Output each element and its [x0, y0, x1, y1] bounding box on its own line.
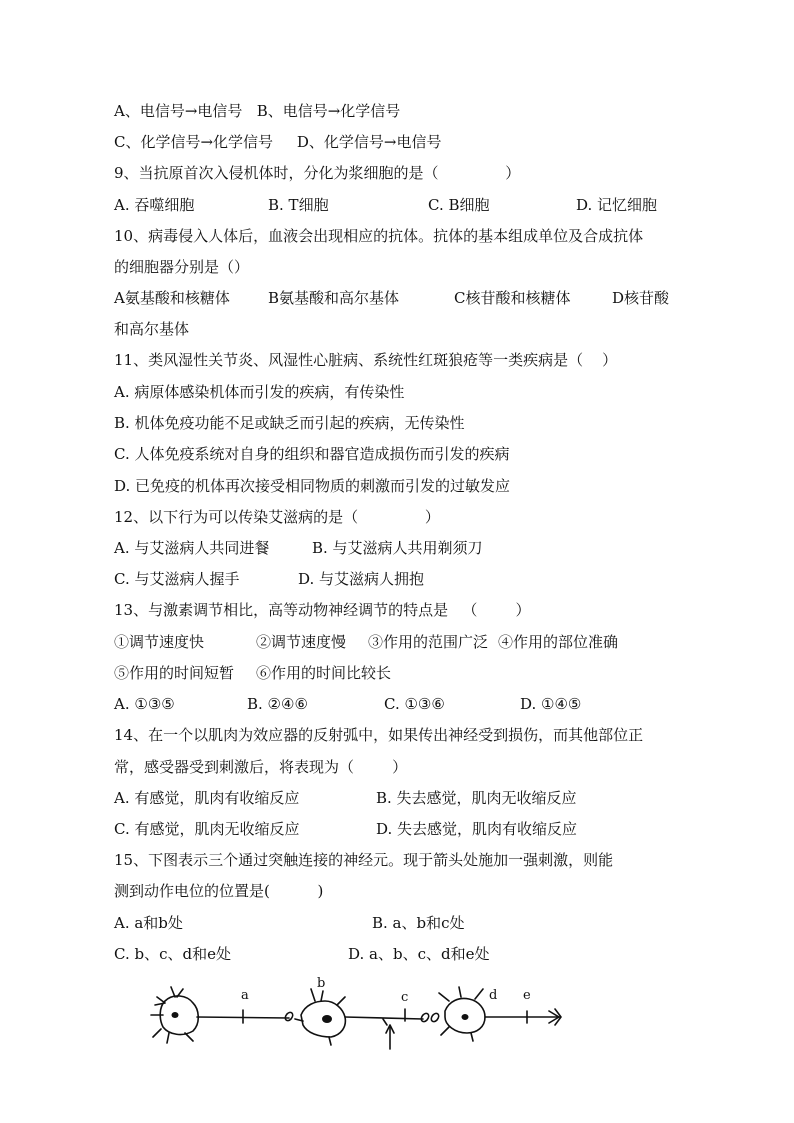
- q13-feature-1: ①调节速度快: [114, 633, 205, 651]
- q9-option-a: A. 吞噬细胞: [114, 196, 195, 214]
- q10-option-a: A氨基酸和核糖体: [114, 289, 230, 307]
- label-b: b: [317, 976, 326, 991]
- label-e: e: [523, 988, 531, 1003]
- q11-option-b: B. 机体免疫功能不足或缺乏而引起的疾病，无传染性: [114, 414, 465, 432]
- q10-stem-line1: 10、病毒侵入人体后，血液会出现相应的抗体。抗体的基本组成单位及合成抗体: [114, 227, 644, 245]
- synapse-2: [421, 1013, 438, 1021]
- q12-stem: 12、以下行为可以传染艾滋病的是（ ）: [114, 508, 440, 526]
- q9-option-c: C. B细胞: [428, 196, 490, 214]
- q13-option-c: C. ①③⑥: [384, 695, 445, 713]
- q8-options-line1: A、电信号→电信号 B、电信号→化学信号: [114, 102, 401, 120]
- q9-option-b: B. T细胞: [268, 196, 329, 214]
- q13-stem: 13、与激素调节相比，高等动物神经调节的特点是 （ ）: [114, 601, 531, 619]
- q13-feature-3: ③作用的范围广泛: [368, 633, 489, 651]
- q15-options-row2: [114, 944, 490, 1004]
- q13-option-d: D. ①④⑤: [520, 695, 582, 713]
- label-c: c: [401, 990, 409, 1005]
- q11-stem: 11、类风湿性关节炎、风湿性心脏病、系统性红斑狼疮等一类疾病是（ ）: [114, 351, 618, 369]
- synapse-1: [285, 1012, 292, 1020]
- q14-option-c: C. 有感觉，肌肉无收缩反应: [114, 820, 300, 838]
- q15-option-a: A. a和b处: [114, 914, 183, 932]
- q13-feature-4: ④作用的部位准确: [498, 633, 619, 651]
- q10-option-c: C核苷酸和核糖体: [454, 289, 571, 307]
- q13-option-b: B. ②④⑥: [247, 695, 308, 713]
- q13-option-a: A. ①③⑤: [114, 695, 175, 713]
- q10-option-b: B氨基酸和高尔基体: [268, 289, 400, 307]
- q14-option-d: D. 失去感觉，肌肉有收缩反应: [376, 820, 578, 838]
- label-a: a: [241, 988, 249, 1003]
- nucleus-1: [172, 1012, 179, 1018]
- nucleus-2: [322, 1015, 332, 1023]
- q11-option-c: C. 人体免疫系统对自身的组织和器官造成损伤而引发的疾病: [114, 445, 510, 463]
- nucleus-3: [462, 1014, 469, 1020]
- q9-stem: 9、当抗原首次入侵机体时，分化为浆细胞的是（ ）: [114, 164, 521, 182]
- q14-stem-line1: 14、在一个以肌肉为效应器的反射弧中，如果传出神经受到损伤，而其他部位正: [114, 726, 644, 744]
- q13-feature-2: ②调节速度慢: [256, 633, 347, 651]
- q14-option-a: A. 有感觉，肌肉有收缩反应: [114, 789, 300, 807]
- q15-option-c: C. b、c、d和e处: [114, 945, 231, 963]
- q10-stem-line2: 的细胞器分别是（）: [114, 258, 250, 276]
- q14-stem-line2: 常，感受器受到刺激后，将表现为（ ）: [114, 758, 408, 776]
- q13-feature-6: ⑥作用的时间比较长: [256, 664, 392, 682]
- q12-option-d: D. 与艾滋病人拥抱: [298, 570, 425, 588]
- q13-feature-5: ⑤作用的时间短暂: [114, 664, 235, 682]
- neuron-diagram: [135, 975, 575, 1055]
- q9-option-d: D. 记忆细胞: [576, 196, 658, 214]
- q15-option-d: D. a、b、c、d和e处: [348, 945, 490, 963]
- q12-option-b: B. 与艾滋病人共用剃须刀: [312, 539, 483, 557]
- q8-options-line2: C、化学信号→化学信号 D、化学信号→电信号: [114, 133, 442, 151]
- q11-option-d: D. 已免疫的机体再次接受相同物质的刺激而引发的过敏发应: [114, 477, 511, 495]
- neuron-3: [439, 987, 561, 1041]
- q15-stem-line1: 15、下图表示三个通过突触连接的神经元。现于箭头处施加一强刺激，则能: [114, 851, 614, 869]
- q11-option-a: A. 病原体感染机体而引发的疾病，有传染性: [114, 383, 405, 401]
- q10-option-d: D核苷酸: [612, 289, 670, 307]
- q15-stem-line2: 测到动作电位的位置是( ): [114, 882, 324, 900]
- q14-option-b: B. 失去感觉，肌肉无收缩反应: [376, 789, 577, 807]
- q12-option-c: C. 与艾滋病人握手: [114, 570, 240, 588]
- q15-option-b: B. a、b和c处: [372, 914, 465, 932]
- label-d: d: [489, 988, 498, 1003]
- q10-option-d-continued: 和高尔基体: [114, 320, 190, 338]
- q12-option-a: A. 与艾滋病人共同进餐: [114, 539, 270, 557]
